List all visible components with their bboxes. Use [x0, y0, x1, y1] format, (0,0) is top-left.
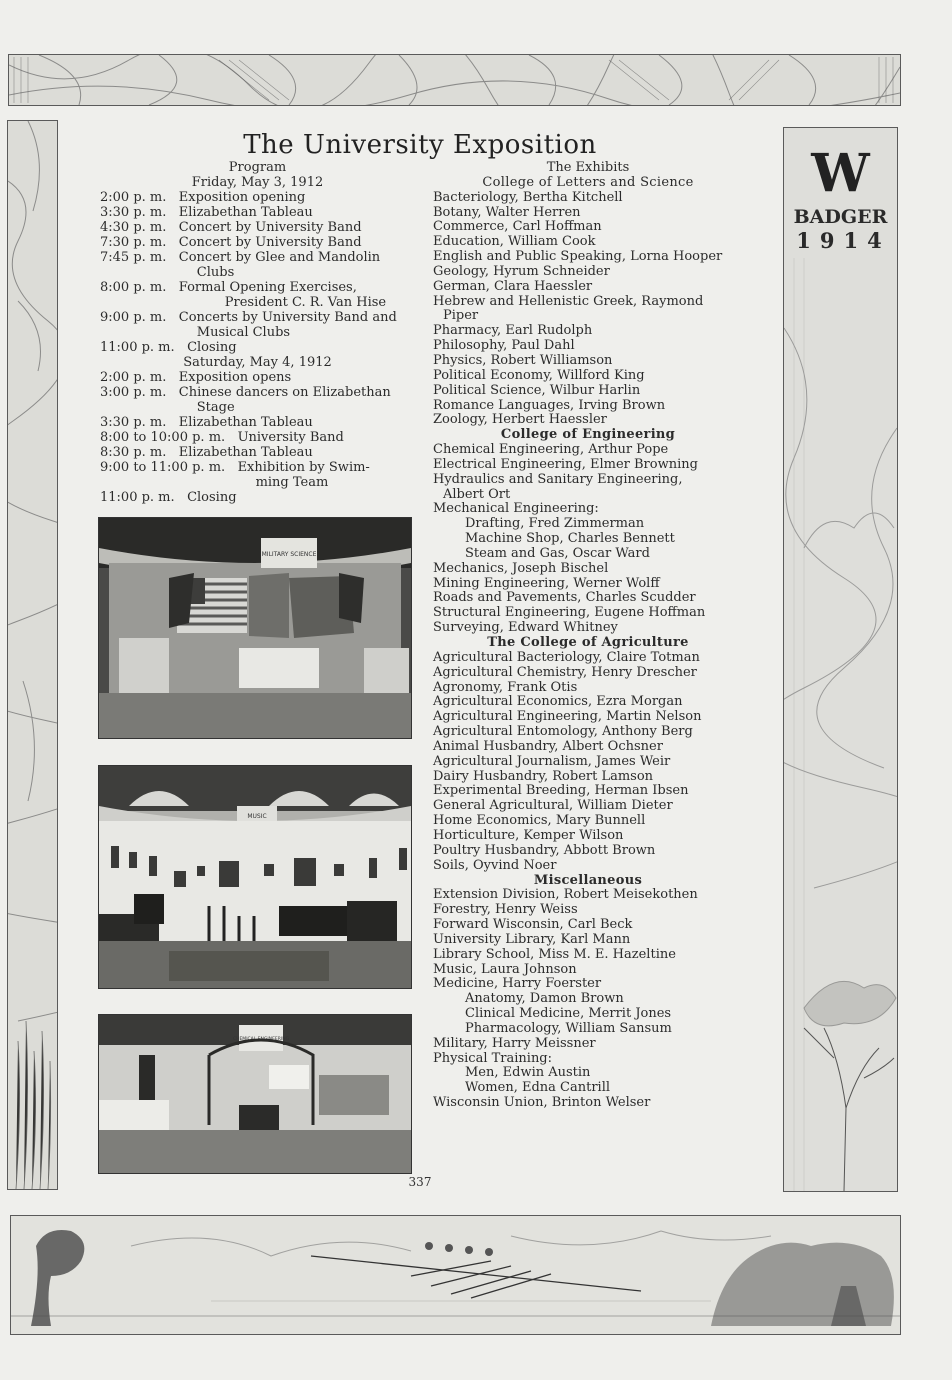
program-event-text: Concert by University Band [178, 220, 362, 235]
exhibit-item: Agricultural Journalism, James Weir [433, 753, 671, 769]
exhibit-item: Men, Edwin Austin [465, 1065, 591, 1081]
program-event-text: Elizabethan Tableau [178, 205, 313, 220]
exhibit-item: Military, Harry Meissner [433, 1035, 596, 1051]
program-event-row [100, 220, 415, 235]
exhibit-item: Pharmacy, Earl Rudolph [433, 323, 593, 339]
program-event-time: 4:30 p. m. [100, 220, 167, 235]
exhibit-item: Soils, Oyvind Noer [433, 857, 557, 873]
exhibit-item: Music, Laura Johnson [433, 961, 577, 977]
program-event-continuation: Stage [196, 400, 235, 415]
program-event-time: 9:00 p. m. [100, 310, 167, 325]
exhibit-item: Agricultural Entomology, Anthony Berg [433, 724, 693, 740]
program-event-row [100, 190, 415, 205]
program-event-text: Exposition opens [178, 370, 292, 385]
program-event-text: Closing [187, 490, 237, 505]
exhibit-item: Commerce, Carl Hoffman [433, 219, 602, 235]
program-event-time: 11:00 p. m. [100, 340, 175, 355]
program-event-name [238, 430, 415, 445]
exhibit-item: Structural Engineering, Eugene Hoffman [433, 605, 706, 621]
program-event-row [100, 460, 415, 490]
program-event-name [179, 445, 415, 460]
exhibit-item: Library School, Miss M. E. Hazeltine [433, 946, 676, 962]
chemical-engineering-sign-text: CHEMICAL ENGINEERING [232, 1037, 290, 1042]
program-event-name [179, 415, 415, 430]
program-event-continuation: Musical Clubs [196, 325, 291, 340]
music-exhibit-photo [98, 765, 412, 989]
exhibit-item: Agricultural Chemistry, Henry Drescher [433, 664, 697, 680]
program-event-time: 8:30 p. m. [100, 445, 167, 460]
program-event-time: 8:00 p. m. [100, 280, 167, 295]
exhibit-item: English and Public Speaking, Lorna Hooper [433, 249, 723, 265]
program-event-text: Concerts by University Band and [178, 310, 397, 325]
program-day-events [100, 370, 415, 505]
program-event-row [100, 235, 415, 250]
program-section [100, 160, 415, 505]
exhibit-item: Home Economics, Mary Bunnell [433, 813, 646, 829]
exhibit-item: Wisconsin Union, Brinton Welser [433, 1095, 651, 1111]
exhibit-item: Anatomy, Damon Brown [465, 991, 624, 1007]
exhibit-item: General Agricultural, William Dieter [433, 798, 673, 814]
program-event-row [100, 280, 415, 310]
exhibit-item: Hydraulics and Sanitary Engineering, [433, 471, 683, 487]
military-science-exhibit-photo [98, 517, 412, 739]
right-decorative-panel [783, 127, 898, 1192]
exhibit-item: Mechanical Engineering: [433, 501, 599, 517]
program-event-name [179, 235, 415, 250]
program-event-time: 7:45 p. m. [100, 250, 167, 265]
program-event-text: Chinese dancers on Elizabethan [178, 385, 391, 400]
exhibit-section-title: College of Engineering [500, 427, 676, 443]
page-title: The University Exposition [243, 130, 597, 160]
exhibit-item: Extension Division, Robert Meisekothen [433, 887, 698, 903]
program-event-name [179, 220, 415, 235]
exhibit-item: Geology, Hyrum Schneider [433, 263, 610, 279]
exhibit-item: Roads and Pavements, Charles Scudder [433, 590, 696, 606]
exhibit-item: Forestry, Henry Weiss [433, 902, 578, 918]
program-day-label: Saturday, May 4, 1912 [183, 355, 332, 370]
exhibit-item: Experimental Breeding, Herman Ibsen [433, 783, 689, 799]
program-event-row [100, 430, 415, 445]
program-event-name [187, 490, 415, 505]
exhibit-item: Piper [443, 308, 479, 324]
program-event-time: 8:00 to 10:00 p. m. [100, 430, 226, 445]
program-event-text: Exposition opening [178, 190, 306, 205]
exhibit-sections [433, 176, 778, 1111]
music-sign-text: MUSIC [247, 813, 267, 820]
program-event-name [187, 340, 415, 355]
program-event-text: Closing [187, 340, 237, 355]
program-event-row [100, 340, 415, 355]
program-event-row [100, 415, 415, 430]
program-event-continuation: Clubs [196, 265, 235, 280]
program-event-time: 3:30 p. m. [100, 415, 167, 430]
exhibit-item: Agricultural Economics, Ezra Morgan [433, 694, 683, 710]
program-heading: Program [228, 160, 287, 175]
exhibit-item: Political Economy, Willford King [433, 367, 645, 383]
exhibit-item: University Library, Karl Mann [433, 931, 631, 947]
exhibit-item: Animal Husbandry, Albert Ochsner [433, 738, 663, 754]
exhibit-section-title: College of Letters and Science [482, 174, 694, 190]
program-event-row [100, 205, 415, 220]
exhibit-item: Forward Wisconsin, Carl Beck [433, 917, 633, 933]
program-event-continuation: ming Team [255, 475, 329, 490]
exhibit-item: Romance Languages, Irving Brown [433, 397, 666, 413]
program-event-row [100, 370, 415, 385]
chemical-engineering-exhibit-photo [98, 1014, 412, 1174]
exhibit-item: Medicine, Harry Foerster [433, 976, 602, 992]
exhibit-item: Education, William Cook [433, 234, 596, 250]
exhibit-item: Steam and Gas, Oscar Ward [465, 545, 650, 561]
exhibit-item: Hebrew and Hellenistic Greek, Raymond [433, 293, 704, 309]
program-event-name [238, 460, 415, 490]
exhibit-section-title: The College of Agriculture [487, 635, 689, 650]
program-day-label: Friday, May 3, 1912 [191, 175, 324, 190]
exhibit-item: Electrical Engineering, Elmer Browning [433, 456, 698, 472]
military-science-sign-text: MILITARY SCIENCE [261, 551, 317, 558]
exhibits-section [433, 161, 778, 1111]
program-event-time: 11:00 p. m. [100, 490, 175, 505]
program-event-text: Concert by Glee and Mandolin [178, 250, 381, 265]
program-event-name [179, 280, 415, 310]
program-event-text: Elizabethan Tableau [178, 445, 313, 460]
exhibit-item: Botany, Walter Herren [433, 204, 581, 220]
program-event-row [100, 445, 415, 460]
exhibit-item: Mechanics, Joseph Bischel [433, 560, 609, 576]
exhibit-item: Bacteriology, Bertha Kitchell [433, 189, 623, 205]
bottom-rowing-illustration [10, 1215, 901, 1335]
exhibit-item: German, Clara Haessler [433, 278, 593, 294]
exhibit-item: Drafting, Fred Zimmerman [465, 516, 645, 532]
program-event-time: 3:30 p. m. [100, 205, 167, 220]
exhibit-item: Albert Ort [443, 486, 511, 502]
top-decorative-border [8, 54, 901, 106]
exhibit-item: Philosophy, Paul Dahl [433, 338, 575, 354]
program-event-text: Concert by University Band [178, 235, 362, 250]
badger-logo-year: 1914 [796, 228, 891, 253]
program-event-text: Formal Opening Exercises, [178, 280, 357, 295]
exhibit-item: Women, Edna Cantrill [465, 1080, 611, 1096]
exhibit-item: Chemical Engineering, Arthur Pope [433, 442, 669, 458]
exhibit-item: Pharmacology, William Sansum [465, 1020, 672, 1036]
program-day-events [100, 190, 415, 355]
exhibit-item: Political Science, Wilbur Harlin [433, 382, 641, 398]
program-event-row [100, 250, 415, 280]
program-event-name [179, 250, 415, 280]
exhibit-item: Agronomy, Frank Otis [433, 679, 578, 695]
program-event-time: 3:00 p. m. [100, 385, 167, 400]
program-event-row [100, 490, 415, 505]
program-event-name [179, 205, 415, 220]
exhibit-item: Horticulture, Kemper Wilson [433, 827, 624, 843]
exhibit-item: Clinical Medicine, Merrit Jones [465, 1006, 672, 1022]
program-event-name [179, 385, 415, 415]
program-event-row [100, 385, 415, 415]
program-event-text: Elizabethan Tableau [178, 415, 313, 430]
program-event-text: University Band [237, 430, 344, 445]
exhibit-item: Zoology, Herbert Haessler [433, 412, 607, 428]
program-event-name [179, 190, 415, 205]
left-decorative-border [7, 120, 58, 1190]
exhibit-item: Surveying, Edward Whitney [433, 620, 618, 636]
badger-logo-name: BADGER [793, 206, 888, 228]
exhibit-item: Dairy Husbandry, Robert Lamson [433, 768, 654, 784]
exhibits-heading: The Exhibits [546, 160, 630, 175]
exhibit-item: Mining Engineering, Werner Wolff [433, 575, 660, 591]
program-event-text: Exhibition by Swim- [237, 460, 370, 475]
program-event-time: 9:00 to 11:00 p. m. [100, 460, 226, 475]
page-number: 337 [408, 1175, 432, 1189]
program-event-time: 2:00 p. m. [100, 370, 167, 385]
program-event-row [100, 310, 415, 340]
exhibit-item: Agricultural Bacteriology, Claire Totman [433, 649, 700, 665]
program-event-time: 2:00 p. m. [100, 190, 167, 205]
program-event-name [179, 370, 415, 385]
exhibit-item: Poultry Husbandry, Abbott Brown [433, 842, 656, 858]
exhibit-section-title: Miscellaneous [533, 872, 643, 888]
exhibit-item: Machine Shop, Charles Bennett [465, 531, 675, 547]
exhibit-item: Physical Training: [433, 1050, 553, 1066]
program-event-time: 7:30 p. m. [100, 235, 167, 250]
exhibit-item: Agricultural Engineering, Martin Nelson [433, 709, 702, 725]
exhibit-item: Physics, Robert Williamson [433, 352, 613, 368]
program-event-name [179, 310, 415, 340]
badger-logo-letter: W [811, 143, 870, 204]
program-event-continuation: President C. R. Van Hise [224, 295, 387, 310]
